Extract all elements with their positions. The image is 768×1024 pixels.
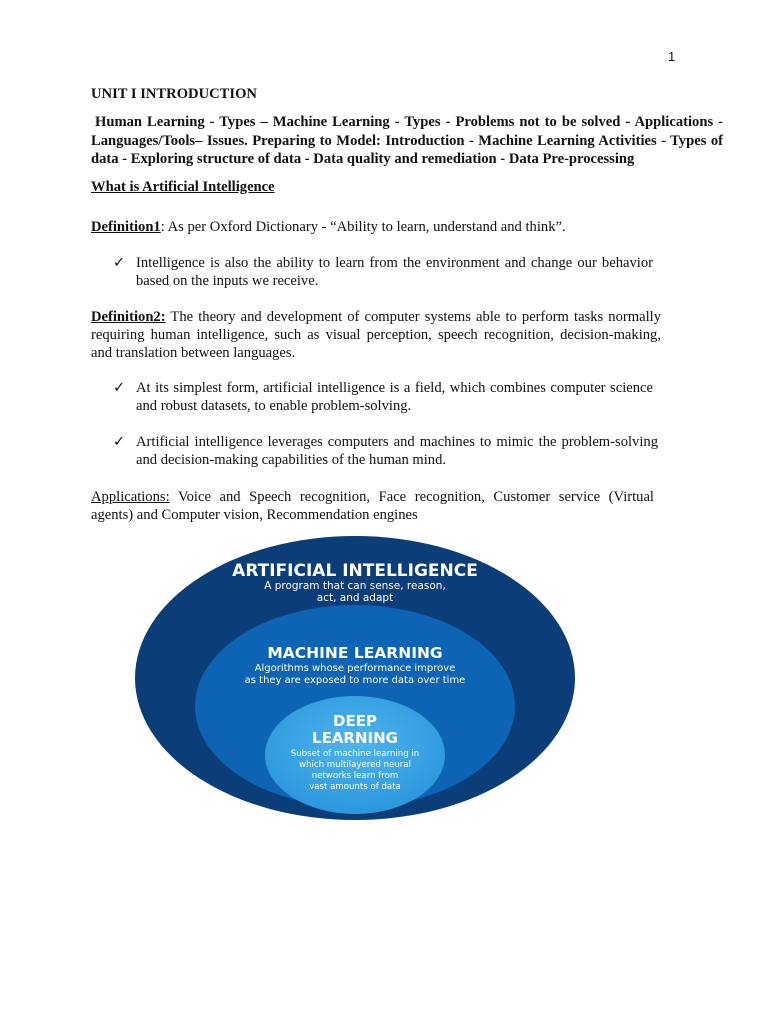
- applications-paragraph: [91, 488, 654, 524]
- ai-desc-line-1: A program that can sense, reason,: [264, 580, 446, 592]
- bullet-item-1-text: Intelligence is also the ability to learn from the environment and change our behavior based on the inputs we receive.: [136, 255, 653, 289]
- dl-desc-line-3: networks learn from: [311, 771, 399, 781]
- applications-label: Applications:: [91, 489, 170, 505]
- ai-desc-line-2: act, and adapt: [316, 592, 394, 604]
- section-title: What is Artificial Intelligence: [91, 179, 275, 195]
- ml-desc-line-1: Algorithms whose performance improve: [254, 663, 456, 674]
- ml-title: MACHINE LEARNING: [267, 644, 443, 662]
- definition-2-label: Definition2:: [91, 309, 166, 325]
- bullet-item-1: [113, 254, 653, 290]
- syllabus-topics: Human Learning - Types – Machine Learning - Types - Problems not to be solved - Applications - Languages/Tools– Issues. Preparing to Model: Introduction - Machine Learning Activities - Types of data - Exploring structure of data - Data quality and remediation - Data Pre-processing: [91, 114, 723, 167]
- definition-1: [91, 218, 661, 236]
- ai-title: ARTIFICIAL INTELLIGENCE: [232, 561, 478, 581]
- definition-1-label: Definition1: [91, 219, 161, 235]
- dl-desc-line-4: vast amounts of data: [309, 782, 401, 792]
- definition-2-text: The theory and development of computer systems able to perform tasks normally requiring human intelligence, such as visual perception, speech recognition, decision-making, and translation between languages.: [91, 309, 661, 361]
- dl-title-line-1: DEEP: [333, 712, 377, 730]
- bullet-item-2: [113, 379, 653, 415]
- definition-2: [91, 308, 661, 362]
- ai-ml-dl-diagram: [133, 534, 577, 822]
- checkmark-icon: ✓: [113, 434, 126, 450]
- ml-desc-line-2: as they are exposed to more data over time: [244, 675, 466, 686]
- checkmark-icon: ✓: [113, 380, 126, 396]
- dl-title-line-2: LEARNING: [312, 729, 398, 747]
- checkmark-icon: ✓: [113, 255, 126, 271]
- bullet-item-3: [113, 433, 658, 469]
- page-number: 1: [668, 49, 676, 64]
- bullet-item-2-text: At its simplest form, artificial intelligence is a field, which combines computer science and robust datasets, to enable problem-solving.: [136, 380, 653, 414]
- definition-1-text: : As per Oxford Dictionary - “Ability to learn, understand and think”.: [160, 219, 566, 235]
- bullet-item-3-text: Artificial intelligence leverages computers and machines to mimic the problem-solving and decision-making capabilities of the human mind.: [136, 434, 658, 468]
- dl-desc-line-1: Subset of machine learning in: [290, 749, 420, 759]
- applications-text: Voice and Speech recognition, Face recognition, Customer service (Virtual agents) and Computer vision, Recommendation engines: [91, 489, 654, 523]
- unit-heading: UNIT I INTRODUCTION: [91, 86, 257, 102]
- dl-desc-line-2: which multilayered neural: [299, 760, 411, 770]
